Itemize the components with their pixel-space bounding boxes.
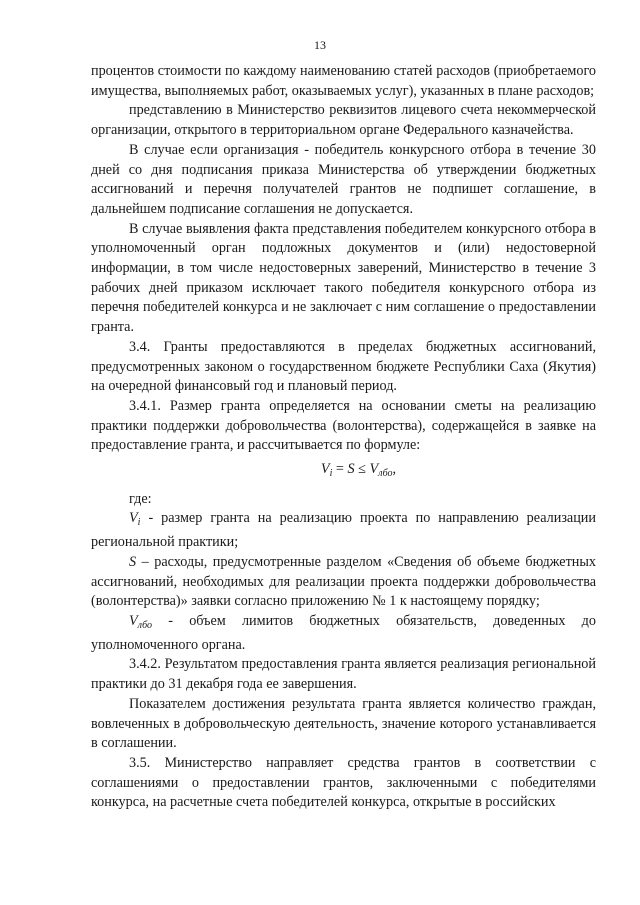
formula-equals: = xyxy=(332,461,348,478)
var-vi-sub: i xyxy=(137,517,141,529)
definition-vi xyxy=(91,509,596,552)
where-label: где: xyxy=(129,490,152,507)
var-vlbo-letter: V xyxy=(129,612,138,629)
grant-formula xyxy=(91,460,596,484)
definition-vi-text: - размер гранта на реализацию проекта по направлению реализации региональной практики; xyxy=(91,510,596,551)
definition-s xyxy=(91,553,596,612)
formula-tail: , xyxy=(392,461,397,478)
formula-rhs-sub: лбо xyxy=(378,468,393,480)
paragraph-3-4-2: 3.4.2. Результатом предоставления гранта является реализация региональной практики до 31 декабря года ее завершения. xyxy=(91,656,596,693)
var-vi xyxy=(129,510,141,529)
var-s: S xyxy=(129,553,137,570)
definition-s-text: – расходы, предусмотренные разделом «Сведения об объеме бюджетных ассигнований, необходимых для реализации проекта поддержки добровольчества (волонтерства)» заявки согласно приложению № 1 к настоящему порядку; xyxy=(91,553,596,610)
paragraph-indicator: Показателем достижения результата гранта является количество граждан, вовлеченных в добровольческую деятельность, значение которого устанавливается в соглашении. xyxy=(91,695,596,752)
paragraph-account-details: представлению в Министерство реквизитов лицевого счета некоммерческой организации, открытого в территориальном органе Федерального казначейства. xyxy=(91,102,596,139)
formula-leq: ≤ xyxy=(354,461,370,478)
definition-vlbo-text: - объем лимитов бюджетных обязательств, доведенных до уполномоченного органа. xyxy=(91,612,596,653)
paragraph-false-documents: В случае выявления факта представления победителем конкурсного отбора в уполномоченный орган подложных документов и (или) недостоверной информации, в том числе недостоверных заверений, Министерство в течение 3 рабочих дней приказом исключает такого победителя конкурсного отбора из перечня победителей конкурса и не заключает с ним соглашение о предоставлении гранта. xyxy=(91,220,596,336)
document-body xyxy=(91,62,596,813)
formula-mid: S xyxy=(347,461,355,478)
definition-vlbo xyxy=(91,612,596,655)
var-vlbo xyxy=(129,613,152,629)
formula-lhs-sub: i xyxy=(329,468,333,480)
var-vi-letter: V xyxy=(129,510,138,527)
formula-rhs-var: V xyxy=(369,461,379,478)
paragraph-3-4-1: 3.4.1. Размер гранта определяется на основании сметы на реализацию практики поддержки добровольчества (волонтерства), содержащейся в заявке на предоставление гранта, и рассчитывается по формуле: xyxy=(91,397,596,454)
paragraph-agreement-deadline: В случае если организация - победитель конкурсного отбора в течение 30 дней со дня подписания приказа Министерства об утверждении бюджетных ассигнований и перечня получателей грантов не подпишет соглашение, в дальнейшем подписание соглашения не допускается. xyxy=(91,141,596,217)
page-number: 13 xyxy=(314,38,326,52)
var-vlbo-sub: лбо xyxy=(137,619,153,631)
paragraph-3-4: 3.4. Гранты предоставляются в пределах бюджетных ассигнований, предусмотренных законом о государственном бюджете Республики Саха (Якутия) на очередной финансовый год и плановый период. xyxy=(91,338,596,395)
paragraph-3-5: 3.5. Министерство направляет средства грантов в соответствии с соглашениями о предоставлении грантов, заключенными с победителями конкурса, на расчетные счета победителей конкурса, открытые в российских xyxy=(91,754,596,811)
formula-lhs-var: V xyxy=(320,461,330,478)
paragraph-expense-percentages: процентов стоимости по каждому наименованию статей расходов (приобретаемого имущества, выполняемых работ, оказываемых услуг), указанных в плане расходов; xyxy=(91,63,596,99)
